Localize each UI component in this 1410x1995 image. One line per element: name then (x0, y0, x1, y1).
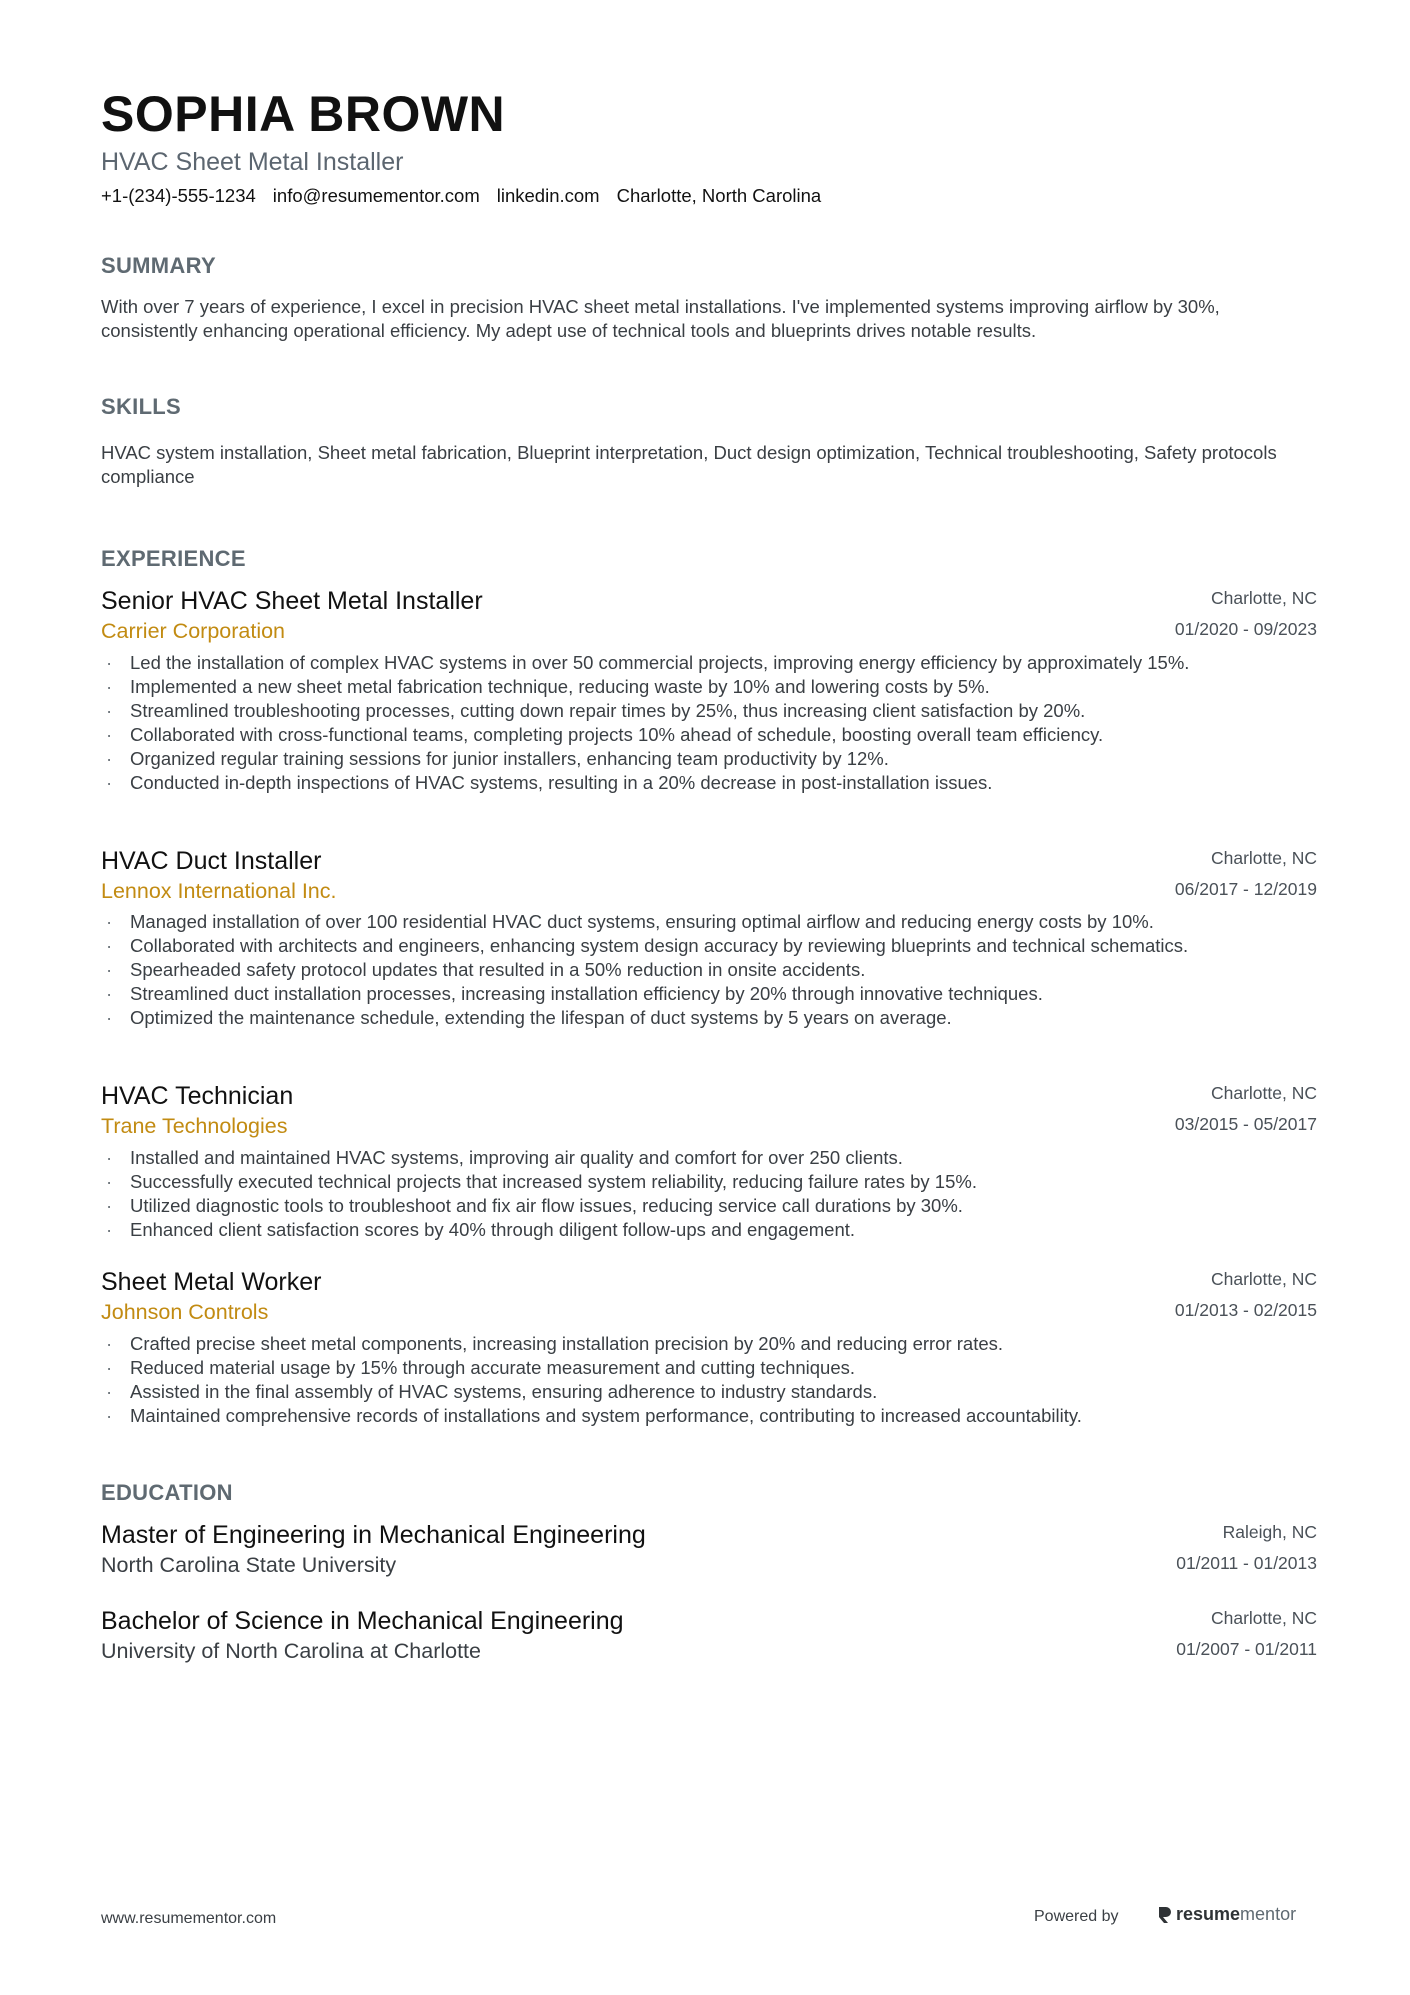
list-item: · Utilized diagnostic tools to troubleshoot and fix air flow issues, reducing service call durations by 30%. (101, 1194, 1317, 1218)
job-company: Trane Technologies (101, 1114, 288, 1138)
summary-text: With over 7 years of experience, I excel in precision HVAC sheet metal installations. I've implemented systems improving airflow by 30%, consistently enhancing operational efficiency. My adept use of technical tools and blueprints drives notable results. (101, 296, 1220, 341)
school-name: University of North Carolina at Charlotte (101, 1639, 481, 1663)
contact-info (101, 183, 838, 209)
job-title: HVAC Duct Installer (101, 847, 322, 875)
list-item: · Spearheaded safety protocol updates that resulted in a 50% reduction in onsite accidents. (101, 958, 1317, 982)
list-item: · Collaborated with cross-functional teams, completing projects 10% ahead of schedule, boosting overall team efficiency. (101, 723, 1317, 747)
summary-heading: SUMMARY (101, 253, 216, 278)
job-title: Sheet Metal Worker (101, 1268, 322, 1296)
list-item: · Assisted in the final assembly of HVAC systems, ensuring adherence to industry standards. (101, 1380, 1317, 1404)
school-name: North Carolina State University (101, 1553, 397, 1577)
job-bullets (101, 1332, 1317, 1428)
job-location: Charlotte, NC (1210, 1083, 1317, 1103)
list-item: · Successfully executed technical projects that increased system reliability, reducing failure rates by 15%. (101, 1170, 1317, 1194)
location: Charlotte, North Carolina (616, 185, 822, 206)
list-item: · Enhanced client satisfaction scores by 40% through diligent follow-ups and engagement. (101, 1218, 1317, 1242)
email: info@resumementor.com (272, 185, 480, 206)
education-heading: EDUCATION (101, 1480, 233, 1505)
list-item: · Installed and maintained HVAC systems, improving air quality and comfort for over 250 clients. (101, 1146, 1317, 1170)
list-item: · Implemented a new sheet metal fabrication technique, reducing waste by 10% and lowering costs by 5%. (101, 675, 1317, 699)
list-item: · Conducted in-depth inspections of HVAC systems, resulting in a 20% decrease in post-installation issues. (101, 771, 1317, 795)
list-item: · Streamlined troubleshooting processes, cutting down repair times by 25%, thus increasing client satisfaction by 20%. (101, 699, 1317, 723)
candidate-role: HVAC Sheet Metal Installer (101, 148, 404, 176)
job-company: Johnson Controls (101, 1300, 269, 1324)
list-item: · Managed installation of over 100 residential HVAC duct systems, ensuring optimal airflow and reducing energy costs by 10%. (101, 910, 1317, 934)
education-location: Raleigh, NC (1222, 1522, 1317, 1542)
job-dates: 01/2020 - 09/2023 (1174, 619, 1317, 639)
brand-light: mentor (1240, 1904, 1297, 1924)
job-dates: 06/2017 - 12/2019 (1174, 879, 1317, 899)
skills-text: HVAC system installation, Sheet metal fabrication, Blueprint interpretation, Duct design optimization, Technical troubleshooting, Safety protocols compliance (101, 442, 1277, 487)
job-bullets (101, 1146, 1317, 1242)
job-title: HVAC Technician (101, 1082, 294, 1110)
phone: +1-(234)-555-1234 (101, 185, 256, 206)
job-bullets (101, 651, 1317, 795)
education-dates: 01/2007 - 01/2011 (1176, 1639, 1317, 1659)
job-title: Senior HVAC Sheet Metal Installer (101, 587, 483, 615)
list-item: · Organized regular training sessions for junior installers, enhancing team productivity by 12%. (101, 747, 1317, 771)
linkedin-link[interactable]: linkedin.com (496, 185, 600, 206)
resumementor-logo[interactable] (1157, 1904, 1296, 1925)
job-dates: 01/2013 - 02/2015 (1174, 1300, 1317, 1320)
list-item: · Led the installation of complex HVAC systems in over 50 commercial projects, improving energy efficiency by approximately 15%. (101, 651, 1317, 675)
list-item: · Crafted precise sheet metal components, increasing installation precision by 20% and reducing error rates. (101, 1332, 1317, 1356)
list-item: · Optimized the maintenance schedule, extending the lifespan of duct systems by 5 years on average. (101, 1006, 1317, 1030)
job-location: Charlotte, NC (1210, 848, 1317, 868)
job-location: Charlotte, NC (1210, 588, 1317, 608)
list-item: · Reduced material usage by 15% through accurate measurement and cutting techniques. (101, 1356, 1317, 1380)
job-company: Lennox International Inc. (101, 879, 337, 903)
list-item: · Streamlined duct installation processes, increasing installation efficiency by 20% through innovative techniques. (101, 982, 1317, 1006)
powered-by-label: Powered by (1034, 1908, 1119, 1925)
list-item: · Maintained comprehensive records of installations and system performance, contributing to increased accountability. (101, 1404, 1317, 1428)
brand-bold: resume (1176, 1904, 1241, 1924)
job-company: Carrier Corporation (101, 619, 286, 643)
candidate-name: SOPHIA BROWN (101, 86, 506, 142)
education-dates: 01/2011 - 01/2013 (1176, 1553, 1317, 1573)
list-item: · Collaborated with architects and engineers, enhancing system design accuracy by reviewing blueprints and technical schematics. (101, 934, 1317, 958)
job-bullets (101, 910, 1317, 1030)
job-location: Charlotte, NC (1210, 1269, 1317, 1289)
skills-heading: SKILLS (101, 394, 182, 419)
resumementor-logo-icon (1157, 1905, 1172, 1925)
degree-title: Bachelor of Science in Mechanical Engineering (101, 1607, 624, 1635)
education-location: Charlotte, NC (1210, 1608, 1317, 1628)
job-dates: 03/2015 - 05/2017 (1174, 1114, 1317, 1134)
degree-title: Master of Engineering in Mechanical Engineering (101, 1521, 646, 1549)
footer-website-link[interactable]: www.resumementor.com (101, 1910, 277, 1927)
experience-heading: EXPERIENCE (101, 546, 246, 571)
